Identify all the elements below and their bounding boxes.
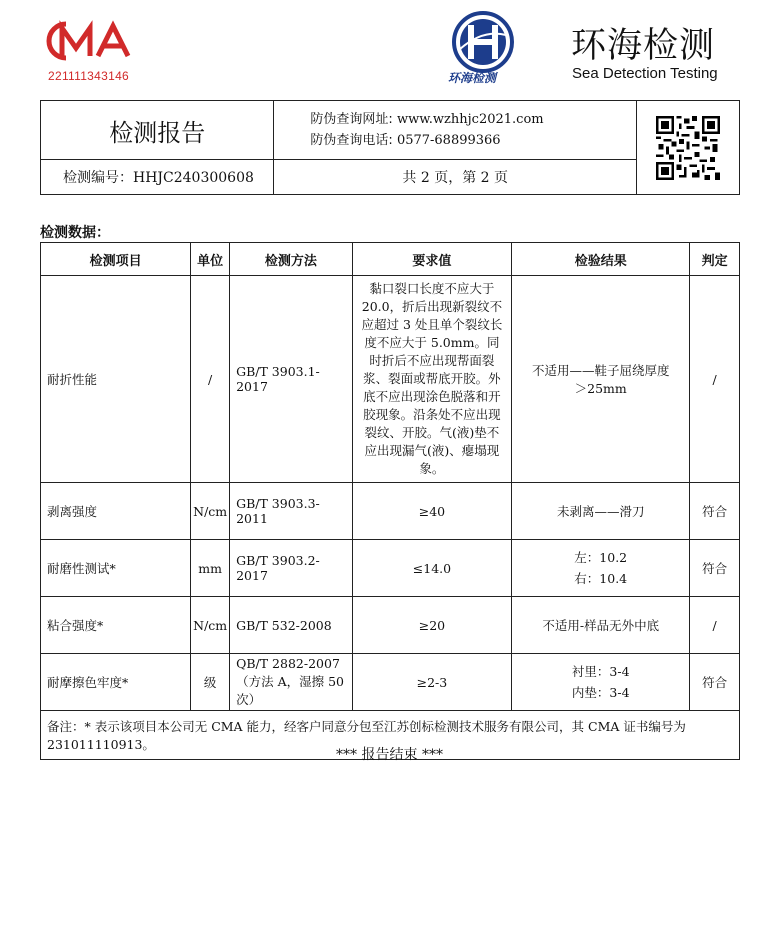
cell-verdict: / [690,597,740,654]
result-line: ＞25mm [574,381,627,396]
cell-result: 不适用-样品无外中底 [512,597,690,654]
cell-verdict: 符合 [690,483,740,540]
phone-label: 防伪查询电话: [310,133,393,148]
phone-value: 0577-68899366 [396,133,501,148]
brand-name-en: Sea Detection Testing [572,65,718,82]
cell-requirement: ≥20 [352,597,512,654]
cma-number: 221111343146 [48,69,130,83]
report-header-table [40,100,740,195]
col-header-method: 检测方法 [230,243,353,276]
table-row [41,540,740,597]
company-logo-icon [450,9,516,75]
cell-method: GB/T 3903.3-2011 [230,483,353,540]
verification-info [274,101,637,160]
result-line: 不适用——鞋子屈绕厚度 [531,363,670,378]
cell-method: GB/T 3903.2-2017 [230,540,353,597]
cell-requirement: 黏口裂口长度不应大于20.0，折后出现新裂纹不应超过 3 处且单个裂纹长度不应大于 5.0mm。同时折后不应出现帮面裂浆、裂面或帮底开胶。外底不应出现涂色脱落和开胶现象。沿条处不应出现裂纹、开胶。气(液)垫不应出现漏气(液)、瘪塌现象。 [352,276,512,483]
cell-unit: / [191,276,230,483]
report-number: 检测编号：HHJC240300608 [41,160,274,195]
brand-name-cn: 环海检测 [571,26,716,66]
qr-cell [637,101,740,195]
report-end: *** 报告结束 *** [336,747,443,763]
cell-unit: mm [191,540,230,597]
table-row [41,597,740,654]
cell-verdict: 符合 [690,540,740,597]
cell-item: 粘合强度* [41,597,191,654]
cell-method: GB/T 3903.1-2017 [230,276,353,483]
cell-item: 耐折性能 [41,276,191,483]
cell-item: 剥离强度 [41,483,191,540]
test-data-table [40,242,740,760]
section-title: 检测数据： [40,225,110,241]
result-line: 内垫：3-4 [571,685,630,700]
cell-verdict: / [690,276,740,483]
qr-code-icon [656,116,720,180]
cma-logo [46,20,136,62]
cell-method: QB/T 2882-2007（方法 A，湿擦 50次） [230,654,353,711]
table-header-row [41,243,740,276]
col-header-unit: 单位 [191,243,230,276]
cell-requirement: ≥2-3 [352,654,512,711]
cell-item: 耐摩擦色牢度* [41,654,191,711]
page-info: 共 2 页，第 2 页 [274,160,637,195]
site-value[interactable]: www.wzhhjc2021.com [396,112,544,127]
result-line: 左：10.2 [574,550,628,565]
col-header-verdict: 判定 [690,243,740,276]
table-note: 备注：* 表示该项目本公司无 CMA 能力，经客户同意分包至江苏创标检测技术服务有限公司，其 CMA 证书编号为 231011110913。 [41,711,740,760]
cell-verdict: 符合 [690,654,740,711]
col-header-item: 检测项目 [41,243,191,276]
cell-requirement: ≤14.0 [352,540,512,597]
col-header-requirement: 要求值 [352,243,512,276]
cell-result: 未剥离——滑刀 [512,483,690,540]
report-title: 检测报告 [41,101,274,160]
col-header-result: 检验结果 [512,243,690,276]
result-line: 衬里：3-4 [571,664,630,679]
cell-unit: N/cm [191,597,230,654]
cell-result [512,540,690,597]
cell-result [512,276,690,483]
table-row [41,276,740,483]
cell-requirement: ≥40 [352,483,512,540]
cell-method: GB/T 532-2008 [230,597,353,654]
table-row [41,654,740,711]
cell-unit: N/cm [191,483,230,540]
cell-item: 耐磨性测试* [41,540,191,597]
result-line: 右：10.4 [574,571,628,586]
site-label: 防伪查询网址: [310,112,393,127]
cell-result [512,654,690,711]
logo-caption: 环海检测 [448,71,497,85]
cell-unit: 级 [191,654,230,711]
table-row [41,483,740,540]
